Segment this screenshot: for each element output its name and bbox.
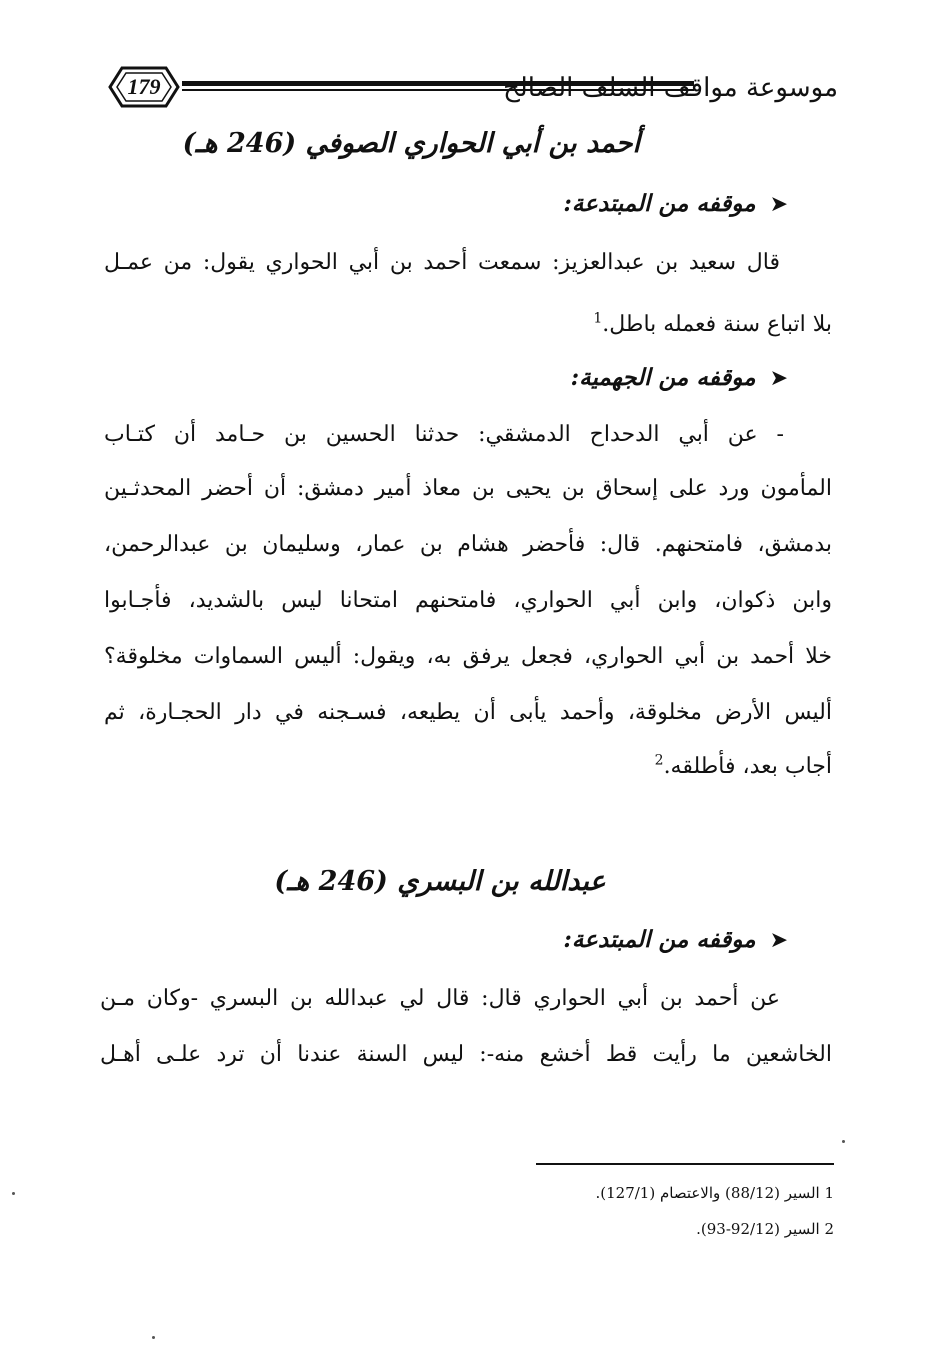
footnote-ref: 2 — [654, 752, 664, 769]
section-title: أحمد بن أبي الحواري الصوفي (246 هـ) — [182, 128, 640, 159]
series-title: موسوعة مواقف السلف الصالح — [503, 73, 838, 103]
body-line: - عن أبي الدحداح الدمشقي: حدثنا الحسين بن حـامد أن كتـاب — [104, 422, 784, 447]
page-number: 179 — [127, 74, 161, 99]
body-line: قال سعيد بن عبدالعزيز: سمعت أحمد بن أبي الحواري يقول: من عمـل — [104, 250, 780, 275]
body-line: خلا أحمد بن أبي الحواري، فجعل يرفق به، ويقول: أليس السماوات مخلوقة؟ — [104, 644, 832, 669]
arrow-bullet-icon: ➤ — [769, 366, 788, 391]
body-line — [104, 752, 832, 782]
footnote: 1 السير (88/12) والاعتصام (127/1). — [595, 1184, 834, 1202]
subheading-text: موقفه من الجهمية: — [570, 364, 756, 391]
subheading — [563, 926, 788, 953]
body-line: الخاشعين ما رأيت قط أخشع منه-: ليس السنة عندنا أن ترد علـى أهـل — [100, 1042, 832, 1067]
body-line-text: أجاب بعد، فأطلقه. — [663, 754, 832, 779]
page-header — [100, 60, 838, 116]
scan-speck — [152, 1336, 155, 1339]
footnote: 2 السير (92/12-93). — [696, 1220, 834, 1238]
footnote-ref: 1 — [593, 310, 603, 327]
subheading — [571, 364, 788, 391]
footnote-rule — [536, 1163, 834, 1165]
body-line-text: بلا اتباع سنة فعمله باطل. — [602, 312, 832, 337]
body-line: عن أحمد بن أبي الحواري قال: قال لي عبدالله بن البسري -وكان مـن — [100, 986, 780, 1011]
page-number-badge — [108, 64, 180, 110]
section-title: عبدالله بن البسري (246 هـ) — [274, 866, 606, 897]
arrow-bullet-icon: ➤ — [769, 192, 788, 217]
body-line: وابن ذكوان، وابن أبي الحواري، فامتحنهم امتحانا ليس بالشديد، فأجـابوا — [104, 588, 832, 613]
subheading-text: موقفه من المبتدعة: — [563, 190, 756, 217]
subheading — [563, 190, 788, 217]
scan-speck — [12, 1192, 15, 1195]
scan-speck — [842, 1140, 845, 1143]
body-line: بدمشق، فامتحنهم. قال: فأحضر هشام بن عمار، وسليمان بن عبدالرحمن، — [104, 532, 832, 557]
body-line — [104, 310, 832, 340]
body-line: المأمون ورد على إسحاق بن يحيى بن معاذ أمير دمشق: أن أحضر المحدثـين — [104, 476, 832, 501]
arrow-bullet-icon: ➤ — [769, 928, 788, 953]
body-line: أليس الأرض مخلوقة، وأحمد يأبى أن يطيعه، فسـجنه في دار الحجـارة، ثم — [104, 700, 832, 725]
subheading-text: موقفه من المبتدعة: — [563, 926, 756, 953]
